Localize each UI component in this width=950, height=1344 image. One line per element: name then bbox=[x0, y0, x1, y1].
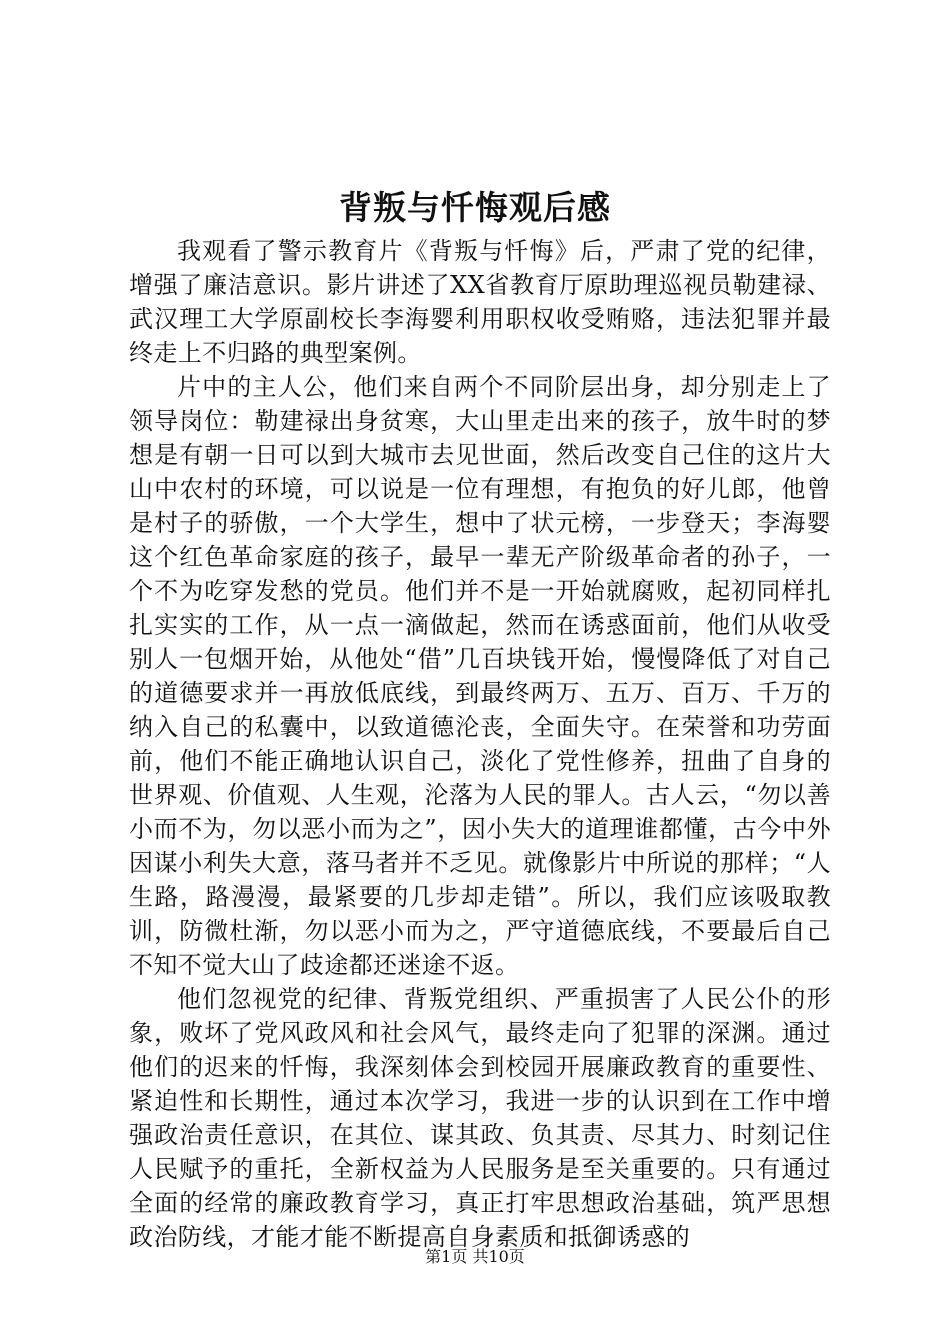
paragraph-2: 片中的主人公，他们来自两个不同阶层出身，却分别走上了领导岗位：勒建禄出身贫寒，大山里走出来的孩子，放牛时的梦想是有朝一日可以到大城市去见世面，然后改变自己住的这片大山中农村的环境，可以说是一位有理想，有抱负的好儿郎，他曾是村子的骄傲，一个大学生，想中了状元榜，一步登天；李海婴这个红色革命家庭的孩子，最早一辈无产阶级革命者的孙子，一个不为吃穿发愁的党员。他们并不是一开始就腐败，起初同样扎扎实实的工作，从一点一滴做起，然而在诱惑面前，他们从收受别人一包烟开始，从他处“借”几百块钱开始，慢慢降低了对自己的道德要求并一再放低底线，到最终两万、五万、百万、千万的纳入自己的私囊中，以致道德沦丧，全面失守。在荣誉和功劳面前，他们不能正确地认识自己，淡化了党性修养，扭曲了自身的世界观、价值观、人生观，沦落为人民的罪人。古人云，“勿以善小而不为，勿以恶小而为之”，因小失大的道理谁都懂，古今中外因谋小利失大意，落马者并不乏见。就像影片中所说的那样；“人生路，路漫漫，最紧要的几步却走错”。所以，我们应该吸取教训，防微杜渐，勿以恶小而为之，严守道德底线，不要最后自己不知不觉大山了歧途都还迷途不返。 bbox=[129, 373, 831, 979]
paragraph-1: 我观看了警示教育片《背叛与忏悔》后，严肃了党的纪律，增强了廉洁意识。影片讲述了XX省教育厅原助理巡视员勒建禄、武汉理工大学原副校长李海婴利用职权收受贿赂，违法犯罪并最终走上不归路的典型案例。 bbox=[129, 237, 831, 367]
document-title: 背叛与忏悔观后感 bbox=[339, 188, 611, 227]
page-footer: 第1页 共10页 bbox=[425, 1247, 525, 1266]
document-body bbox=[129, 234, 831, 1254]
paragraph-3: 他们忽视党的纪律、背叛党组织、严重损害了人民公仆的形象，败坏了党风政风和社会风气，最终走向了犯罪的深渊。通过他们的迟来的忏悔，我深刻体会到校园开展廉政教育的重要性、紧迫性和长期性，通过本次学习，我进一步的认识到在工作中增强政治责任意识，在其位、谋其政、负其责、尽其力、时刻记住人民赋予的重托，全新权益为人民服务是至关重要的。只有通过全面的经常的廉政教育学习，真正打牢思想政治基础，筑严思想政治防线，才能才能不断提高自身素质和抵御诱惑的 bbox=[129, 985, 831, 1251]
